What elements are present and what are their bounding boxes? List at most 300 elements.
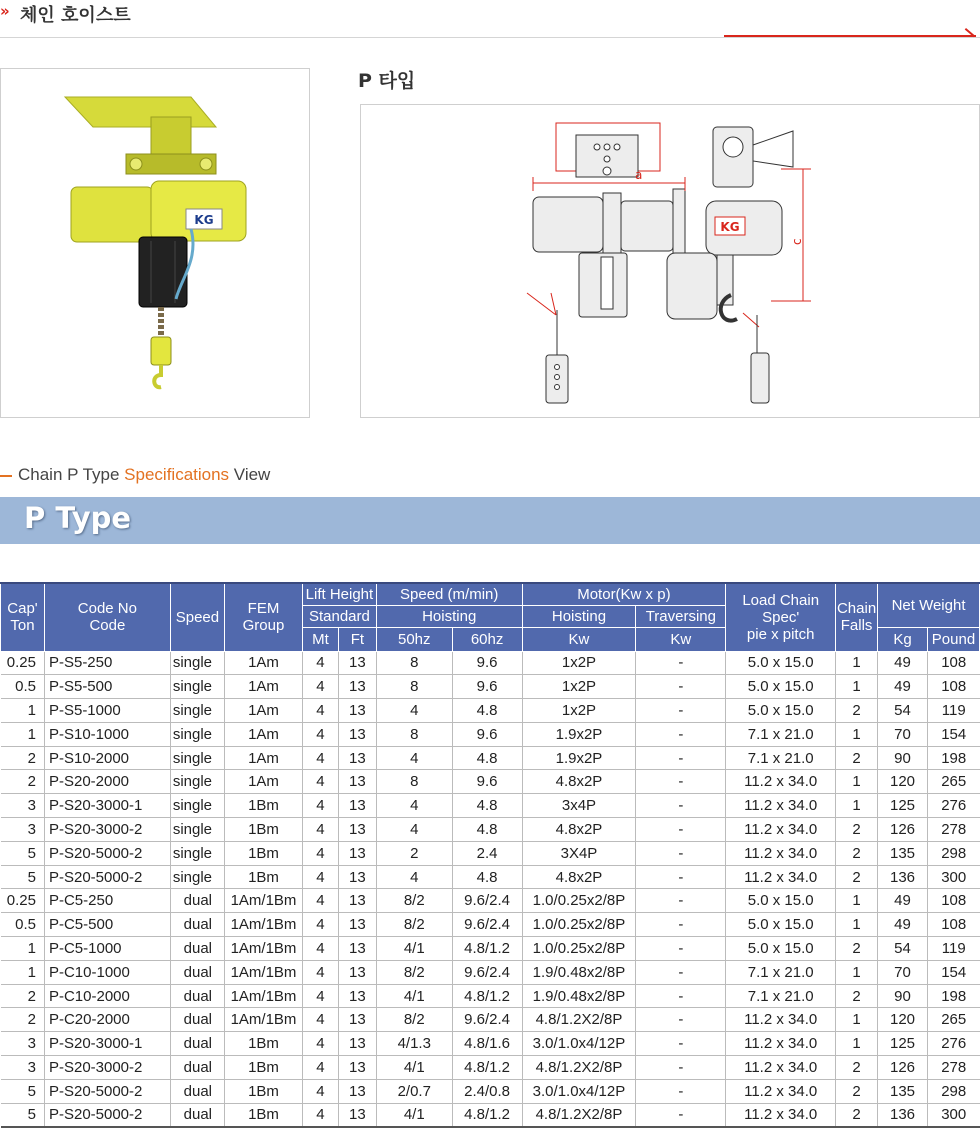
table-row <box>1 1103 980 1127</box>
th-cap: Cap' Ton <box>1 583 45 651</box>
cell-hz50: 4 <box>376 794 452 818</box>
cell-cap: 5 <box>1 1103 45 1127</box>
cell-load-chain: 7.1 x 21.0 <box>726 746 836 770</box>
cell-kw-traversing: - <box>636 889 726 913</box>
cell-ft: 13 <box>338 960 376 984</box>
cell-kg: 126 <box>878 818 928 842</box>
cell-falls: 2 <box>836 984 878 1008</box>
cell-mt: 4 <box>302 675 338 699</box>
cell-kg: 90 <box>878 984 928 1008</box>
cell-fem: 1Bm <box>225 1103 303 1127</box>
cell-fem: 1Am/1Bm <box>225 984 303 1008</box>
cell-falls: 1 <box>836 651 878 675</box>
th-load-chain: Load Chain Spec' pie x pitch <box>726 583 836 651</box>
cell-hz60: 4.8 <box>452 794 522 818</box>
cell-pound: 108 <box>927 675 979 699</box>
cell-code: P-C10-2000 <box>44 984 170 1008</box>
cell-kw-traversing: - <box>636 1032 726 1056</box>
cell-fem: 1Am <box>225 651 303 675</box>
table-row <box>1 960 980 984</box>
dimension-a-label: a <box>635 168 643 182</box>
cell-fem: 1Am/1Bm <box>225 960 303 984</box>
cell-code: P-S20-3000-1 <box>44 794 170 818</box>
cell-pound: 300 <box>927 865 979 889</box>
cell-pound: 198 <box>927 746 979 770</box>
heading-prefix: Chain P Type <box>18 465 125 484</box>
cell-load-chain: 5.0 x 15.0 <box>726 913 836 937</box>
cell-fem: 1Am <box>225 746 303 770</box>
cell-hz50: 8/2 <box>376 889 452 913</box>
cell-hz60: 9.6/2.4 <box>452 1008 522 1032</box>
cell-hz60: 4.8 <box>452 699 522 723</box>
cell-cap: 1 <box>1 722 45 746</box>
dimension-drawing <box>360 104 980 418</box>
cell-kw-hoisting: 1x2P <box>522 699 636 723</box>
cell-speed: single <box>170 794 224 818</box>
cell-kg: 54 <box>878 937 928 961</box>
th-speed: Speed <box>170 583 224 651</box>
cell-mt: 4 <box>302 1032 338 1056</box>
cell-pound: 278 <box>927 1056 979 1080</box>
cell-ft: 13 <box>338 770 376 794</box>
cell-code: P-S20-3000-2 <box>44 1056 170 1080</box>
cell-falls: 2 <box>836 699 878 723</box>
cell-pound: 278 <box>927 818 979 842</box>
cell-load-chain: 5.0 x 15.0 <box>726 889 836 913</box>
cell-fem: 1Bm <box>225 794 303 818</box>
cell-kw-traversing: - <box>636 1056 726 1080</box>
th-motor-hoisting: Hoisting <box>522 605 636 627</box>
cell-code: P-S20-5000-2 <box>44 841 170 865</box>
dimension-c-label: c <box>790 238 804 245</box>
cell-speed: dual <box>170 937 224 961</box>
cell-hz60: 4.8/1.2 <box>452 937 522 961</box>
cell-cap: 5 <box>1 1079 45 1103</box>
cell-speed: dual <box>170 1079 224 1103</box>
th-motor: Motor(Kw x p) <box>522 583 726 605</box>
cell-kw-traversing: - <box>636 651 726 675</box>
cell-fem: 1Am <box>225 770 303 794</box>
cell-kw-traversing: - <box>636 960 726 984</box>
cell-ft: 13 <box>338 794 376 818</box>
cell-falls: 2 <box>836 1103 878 1127</box>
cell-ft: 13 <box>338 1032 376 1056</box>
cell-falls: 1 <box>836 1008 878 1032</box>
cell-hz60: 4.8/1.2 <box>452 1103 522 1127</box>
cell-fem: 1Bm <box>225 1032 303 1056</box>
table-row <box>1 937 980 961</box>
cell-falls: 2 <box>836 1079 878 1103</box>
cell-hz60: 4.8 <box>452 746 522 770</box>
cell-speed: single <box>170 746 224 770</box>
cell-hz60: 4.8 <box>452 865 522 889</box>
cell-hz60: 9.6 <box>452 770 522 794</box>
cell-speed: dual <box>170 1103 224 1127</box>
cell-mt: 4 <box>302 841 338 865</box>
cell-load-chain: 7.1 x 21.0 <box>726 960 836 984</box>
cell-pound: 119 <box>927 699 979 723</box>
table-row <box>1 675 980 699</box>
table-row <box>1 722 980 746</box>
cell-kw-hoisting: 4.8/1.2X2/8P <box>522 1103 636 1127</box>
cell-mt: 4 <box>302 699 338 723</box>
cell-speed: dual <box>170 1032 224 1056</box>
cell-kw-hoisting: 1.9/0.48x2/8P <box>522 984 636 1008</box>
cell-kw-hoisting: 3.0/1.0x4/12P <box>522 1079 636 1103</box>
cell-hz50: 8 <box>376 722 452 746</box>
cell-kg: 54 <box>878 699 928 723</box>
cell-speed: dual <box>170 913 224 937</box>
cell-cap: 1 <box>1 699 45 723</box>
th-code: Code No Code <box>44 583 170 651</box>
cell-speed: dual <box>170 960 224 984</box>
cell-pound: 108 <box>927 889 979 913</box>
heading-suffix: View <box>229 465 271 484</box>
table-row <box>1 865 980 889</box>
cell-kw-traversing: - <box>636 984 726 1008</box>
cell-kg: 70 <box>878 960 928 984</box>
cell-code: P-S5-250 <box>44 651 170 675</box>
header-accent-line <box>724 35 976 37</box>
cell-ft: 13 <box>338 984 376 1008</box>
cell-speed: single <box>170 651 224 675</box>
cell-kg: 49 <box>878 651 928 675</box>
cell-pound: 108 <box>927 913 979 937</box>
cell-falls: 1 <box>836 913 878 937</box>
cell-speed: dual <box>170 1056 224 1080</box>
cell-cap: 0.5 <box>1 675 45 699</box>
cell-ft: 13 <box>338 1008 376 1032</box>
cell-mt: 4 <box>302 1079 338 1103</box>
cell-load-chain: 11.2 x 34.0 <box>726 1056 836 1080</box>
cell-kw-hoisting: 1.9/0.48x2/8P <box>522 960 636 984</box>
table-row <box>1 1079 980 1103</box>
cell-mt: 4 <box>302 865 338 889</box>
spec-section-heading <box>0 465 270 485</box>
cell-kw-hoisting: 3.0/1.0x4/12P <box>522 1032 636 1056</box>
cell-kw-traversing: - <box>636 937 726 961</box>
cell-load-chain: 7.1 x 21.0 <box>726 722 836 746</box>
cell-load-chain: 11.2 x 34.0 <box>726 1079 836 1103</box>
table-row <box>1 984 980 1008</box>
cell-fem: 1Am <box>225 675 303 699</box>
cell-hz60: 9.6/2.4 <box>452 913 522 937</box>
cell-ft: 13 <box>338 722 376 746</box>
cell-mt: 4 <box>302 770 338 794</box>
cell-mt: 4 <box>302 722 338 746</box>
cell-code: P-S5-1000 <box>44 699 170 723</box>
cell-code: P-C5-1000 <box>44 937 170 961</box>
cell-speed: single <box>170 699 224 723</box>
table-body <box>1 651 980 1127</box>
chain-hoist-photo <box>1 69 309 417</box>
cell-kg: 126 <box>878 1056 928 1080</box>
table-row <box>1 794 980 818</box>
th-standard: Standard <box>302 605 376 627</box>
table-row <box>1 746 980 770</box>
type-banner <box>0 497 980 544</box>
cell-kw-traversing: - <box>636 1103 726 1127</box>
cell-kw-traversing: - <box>636 1079 726 1103</box>
cell-kw-traversing: - <box>636 699 726 723</box>
cell-ft: 13 <box>338 1056 376 1080</box>
cell-mt: 4 <box>302 746 338 770</box>
cell-hz50: 4/1 <box>376 1056 452 1080</box>
cell-hz50: 8/2 <box>376 1008 452 1032</box>
cell-kw-hoisting: 3X4P <box>522 841 636 865</box>
cell-kw-traversing: - <box>636 770 726 794</box>
cell-mt: 4 <box>302 889 338 913</box>
cell-ft: 13 <box>338 1103 376 1127</box>
cell-pound: 154 <box>927 960 979 984</box>
cell-mt: 4 <box>302 984 338 1008</box>
cell-pound: 198 <box>927 984 979 1008</box>
cell-speed: single <box>170 675 224 699</box>
cell-speed: single <box>170 722 224 746</box>
cell-hz50: 8/2 <box>376 960 452 984</box>
cell-falls: 1 <box>836 722 878 746</box>
cell-pound: 108 <box>927 651 979 675</box>
cell-falls: 1 <box>836 889 878 913</box>
th-ft: Ft <box>338 627 376 651</box>
th-net-weight: Net Weight <box>878 583 980 627</box>
cell-hz50: 8 <box>376 675 452 699</box>
cell-kg: 120 <box>878 1008 928 1032</box>
th-traversing: Traversing <box>636 605 726 627</box>
cell-cap: 3 <box>1 794 45 818</box>
cell-hz60: 9.6/2.4 <box>452 960 522 984</box>
cell-hz60: 4.8 <box>452 818 522 842</box>
cell-cap: 2 <box>1 770 45 794</box>
cell-kw-hoisting: 4.8/1.2X2/8P <box>522 1056 636 1080</box>
cell-hz50: 4 <box>376 746 452 770</box>
cell-ft: 13 <box>338 1079 376 1103</box>
cell-cap: 3 <box>1 1056 45 1080</box>
cell-speed: single <box>170 770 224 794</box>
cell-ft: 13 <box>338 818 376 842</box>
th-50hz: 50hz <box>376 627 452 651</box>
cell-falls: 2 <box>836 841 878 865</box>
table-row <box>1 1008 980 1032</box>
cell-ft: 13 <box>338 651 376 675</box>
cell-falls: 1 <box>836 794 878 818</box>
cell-load-chain: 11.2 x 34.0 <box>726 841 836 865</box>
hoist-schematic <box>361 105 979 417</box>
cell-falls: 1 <box>836 770 878 794</box>
cell-kw-hoisting: 4.8x2P <box>522 818 636 842</box>
page-header <box>0 0 980 38</box>
cell-code: P-S10-2000 <box>44 746 170 770</box>
cell-code: P-S20-5000-2 <box>44 1079 170 1103</box>
cell-pound: 276 <box>927 794 979 818</box>
cell-kw-hoisting: 3x4P <box>522 794 636 818</box>
cell-cap: 2 <box>1 1008 45 1032</box>
cell-kg: 49 <box>878 675 928 699</box>
cell-hz60: 2.4 <box>452 841 522 865</box>
cell-pound: 300 <box>927 1103 979 1127</box>
cell-mt: 4 <box>302 1103 338 1127</box>
cell-fem: 1Bm <box>225 1079 303 1103</box>
cell-kg: 70 <box>878 722 928 746</box>
th-fem: FEM Group <box>225 583 303 651</box>
cell-mt: 4 <box>302 937 338 961</box>
cell-hz50: 8 <box>376 770 452 794</box>
cell-ft: 13 <box>338 889 376 913</box>
cell-hz50: 4/1 <box>376 984 452 1008</box>
cell-fem: 1Am/1Bm <box>225 1008 303 1032</box>
cell-load-chain: 7.1 x 21.0 <box>726 984 836 1008</box>
cell-load-chain: 11.2 x 34.0 <box>726 1032 836 1056</box>
cell-hz50: 4 <box>376 699 452 723</box>
cell-hz60: 4.8/1.6 <box>452 1032 522 1056</box>
th-kw-traversing: Kw <box>636 627 726 651</box>
cell-fem: 1Bm <box>225 818 303 842</box>
cell-mt: 4 <box>302 651 338 675</box>
cell-kw-hoisting: 1.0/0.25x2/8P <box>522 889 636 913</box>
header-divider <box>0 37 980 38</box>
cell-mt: 4 <box>302 818 338 842</box>
drawing-kg-logo: KG <box>720 220 740 234</box>
cell-hz60: 9.6 <box>452 722 522 746</box>
table-header <box>1 583 980 651</box>
cell-speed: dual <box>170 889 224 913</box>
heading-dash-icon <box>0 475 12 477</box>
table-row <box>1 770 980 794</box>
cell-fem: 1Am <box>225 699 303 723</box>
cell-kw-traversing: - <box>636 913 726 937</box>
table-row <box>1 651 980 675</box>
product-photo <box>0 68 310 418</box>
cell-mt: 4 <box>302 913 338 937</box>
cell-pound: 119 <box>927 937 979 961</box>
cell-falls: 2 <box>836 746 878 770</box>
table-row <box>1 818 980 842</box>
cell-load-chain: 11.2 x 34.0 <box>726 1103 836 1127</box>
th-lift-height: Lift Height <box>302 583 376 605</box>
cell-cap: 2 <box>1 984 45 1008</box>
cell-hz50: 8/2 <box>376 913 452 937</box>
cell-kw-hoisting: 1.9x2P <box>522 722 636 746</box>
cell-hz60: 4.8/1.2 <box>452 1056 522 1080</box>
th-speed-mmin: Speed (m/min) <box>376 583 522 605</box>
cell-kw-traversing: - <box>636 1008 726 1032</box>
cell-load-chain: 11.2 x 34.0 <box>726 1008 836 1032</box>
cell-load-chain: 5.0 x 15.0 <box>726 651 836 675</box>
cell-fem: 1Am <box>225 722 303 746</box>
cell-ft: 13 <box>338 746 376 770</box>
cell-load-chain: 5.0 x 15.0 <box>726 937 836 961</box>
cell-speed: single <box>170 841 224 865</box>
cell-pound: 265 <box>927 770 979 794</box>
cell-kg: 125 <box>878 1032 928 1056</box>
cell-ft: 13 <box>338 675 376 699</box>
cell-load-chain: 11.2 x 34.0 <box>726 865 836 889</box>
cell-hz50: 8 <box>376 651 452 675</box>
specifications-table <box>0 582 980 1128</box>
cell-code: P-S20-3000-2 <box>44 818 170 842</box>
cell-hz60: 2.4/0.8 <box>452 1079 522 1103</box>
cell-kw-hoisting: 1.0/0.25x2/8P <box>522 913 636 937</box>
cell-kw-hoisting: 4.8x2P <box>522 865 636 889</box>
cell-load-chain: 5.0 x 15.0 <box>726 699 836 723</box>
cell-cap: 0.5 <box>1 913 45 937</box>
cell-hz60: 9.6/2.4 <box>452 889 522 913</box>
cell-code: P-C5-250 <box>44 889 170 913</box>
cell-kg: 49 <box>878 889 928 913</box>
cell-pound: 298 <box>927 1079 979 1103</box>
cell-hz50: 4/1 <box>376 1103 452 1127</box>
cell-kw-traversing: - <box>636 865 726 889</box>
cell-kg: 90 <box>878 746 928 770</box>
cell-speed: single <box>170 818 224 842</box>
cell-kg: 120 <box>878 770 928 794</box>
cell-mt: 4 <box>302 1008 338 1032</box>
cell-falls: 1 <box>836 1032 878 1056</box>
table-row <box>1 889 980 913</box>
th-pound: Pound <box>927 627 979 651</box>
banner-title: P Type <box>24 501 132 535</box>
cell-hz50: 2/0.7 <box>376 1079 452 1103</box>
cell-kw-traversing: - <box>636 841 726 865</box>
cell-cap: 0.25 <box>1 651 45 675</box>
cell-cap: 0.25 <box>1 889 45 913</box>
th-kw-hoisting: Kw <box>522 627 636 651</box>
cell-cap: 3 <box>1 1032 45 1056</box>
cell-hz50: 4 <box>376 865 452 889</box>
cell-kw-traversing: - <box>636 794 726 818</box>
th-hoisting: Hoisting <box>376 605 522 627</box>
cell-code: P-C20-2000 <box>44 1008 170 1032</box>
cell-kw-traversing: - <box>636 746 726 770</box>
cell-kw-hoisting: 1x2P <box>522 651 636 675</box>
cell-hz50: 2 <box>376 841 452 865</box>
cell-pound: 298 <box>927 841 979 865</box>
cell-kg: 135 <box>878 841 928 865</box>
cell-ft: 13 <box>338 699 376 723</box>
cell-kg: 125 <box>878 794 928 818</box>
table-row <box>1 1056 980 1080</box>
cell-fem: 1Bm <box>225 865 303 889</box>
cell-code: P-S20-2000 <box>44 770 170 794</box>
cell-kg: 136 <box>878 1103 928 1127</box>
cell-load-chain: 11.2 x 34.0 <box>726 794 836 818</box>
cell-falls: 2 <box>836 818 878 842</box>
cell-cap: 2 <box>1 746 45 770</box>
cell-ft: 13 <box>338 841 376 865</box>
cell-speed: single <box>170 865 224 889</box>
cell-hz60: 9.6 <box>452 651 522 675</box>
product-type-label: P 타입 <box>358 70 416 92</box>
cell-code: P-C10-1000 <box>44 960 170 984</box>
cell-fem: 1Am/1Bm <box>225 913 303 937</box>
cell-hz50: 4 <box>376 818 452 842</box>
cell-falls: 2 <box>836 865 878 889</box>
cell-mt: 4 <box>302 1056 338 1080</box>
cell-fem: 1Am/1Bm <box>225 889 303 913</box>
table-row <box>1 1032 980 1056</box>
th-mt: Mt <box>302 627 338 651</box>
table-row <box>1 841 980 865</box>
cell-falls: 1 <box>836 675 878 699</box>
cell-kw-hoisting: 1.0/0.25x2/8P <box>522 937 636 961</box>
cell-hz50: 4/1 <box>376 937 452 961</box>
cell-code: P-S10-1000 <box>44 722 170 746</box>
cell-code: P-S20-3000-1 <box>44 1032 170 1056</box>
cell-hz50: 4/1.3 <box>376 1032 452 1056</box>
cell-kw-hoisting: 4.8/1.2X2/8P <box>522 1008 636 1032</box>
cell-cap: 1 <box>1 960 45 984</box>
cell-pound: 276 <box>927 1032 979 1056</box>
